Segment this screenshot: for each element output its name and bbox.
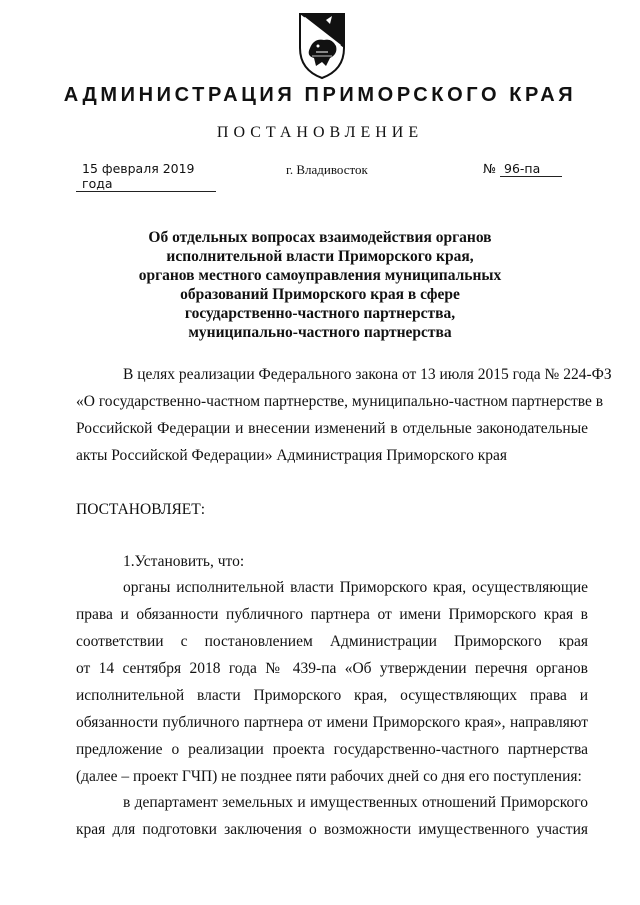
paragraph-2 [76, 574, 588, 790]
document-meta [76, 161, 586, 191]
preamble-line: «О государственно-частном партнерстве, муниципально-частном партнерстве в [76, 393, 604, 410]
resolves-text: ПОСТАНОВЛЯЕТ: [76, 501, 206, 518]
preamble-line: В целях реализации Федерального закона от 13 июля 2015 года № 224-ФЗ [123, 366, 612, 383]
document-number [483, 161, 562, 177]
preamble-line: Российской Федерации и внесении изменений в отдельные законодательные [76, 420, 588, 437]
paragraph-line: права и обязанности публичного партнера от имени Приморского края в [76, 606, 588, 623]
paragraph-line: от 14 сентября 2018 года № 439-па «Об утверждении перечня органов [76, 660, 588, 677]
title-line: Об отдельных вопросах взаимодействия органов [148, 229, 492, 246]
title-line: органов местного самоуправления муниципальных [138, 267, 502, 284]
paragraph-line: соответствии с постановлением Администрации Приморского края [76, 633, 588, 650]
paragraph-line: предложение о реализации проекта государственно-частного партнерства [76, 741, 588, 758]
paragraph-line: исполнительной власти Приморского края, осуществляющих права и [76, 687, 588, 704]
coat-of-arms-icon [296, 8, 348, 80]
paragraph-line: обязанности публичного партнера от имени Приморского края», направляют [76, 714, 588, 731]
document-type: ПОСТАНОВЛЕНИЕ [216, 124, 424, 141]
title-line: исполнительной власти Приморского края, [166, 248, 474, 265]
item-1 [76, 548, 588, 575]
title-line: государственно-частного партнерства, [184, 305, 456, 322]
paragraph-line: (далее – проект ГЧП) не позднее пяти рабочих дней со дня его поступления: [76, 768, 582, 785]
document-title [0, 228, 640, 342]
document-date: 15 февраля 2019 года [76, 161, 216, 192]
title-line: образований Приморского края в сфере [180, 286, 460, 303]
paragraph-line: органы исполнительной власти Приморского края, осуществляющие [123, 579, 588, 596]
title-line: муниципально-частного партнерства [188, 324, 452, 341]
item-1-text: 1.Установить, что: [123, 553, 245, 570]
number-prefix: № [483, 161, 497, 176]
resolves-heading [76, 496, 588, 523]
paragraph-line: края для подготовки заключения о возможности имущественного участия [76, 821, 588, 838]
organization-title: АДМИНИСТРАЦИЯ ПРИМОРСКОГО КРАЯ [63, 84, 577, 106]
paragraph-line: в департамент земельных и имущественных отношений Приморского [123, 794, 588, 811]
preamble-paragraph [76, 361, 612, 469]
paragraph-3 [76, 789, 588, 843]
document-city: г. Владивосток [286, 162, 368, 177]
number-value: 96-па [500, 161, 562, 177]
preamble-line: акты Российской Федерации» Администрация Приморского края [76, 447, 508, 464]
